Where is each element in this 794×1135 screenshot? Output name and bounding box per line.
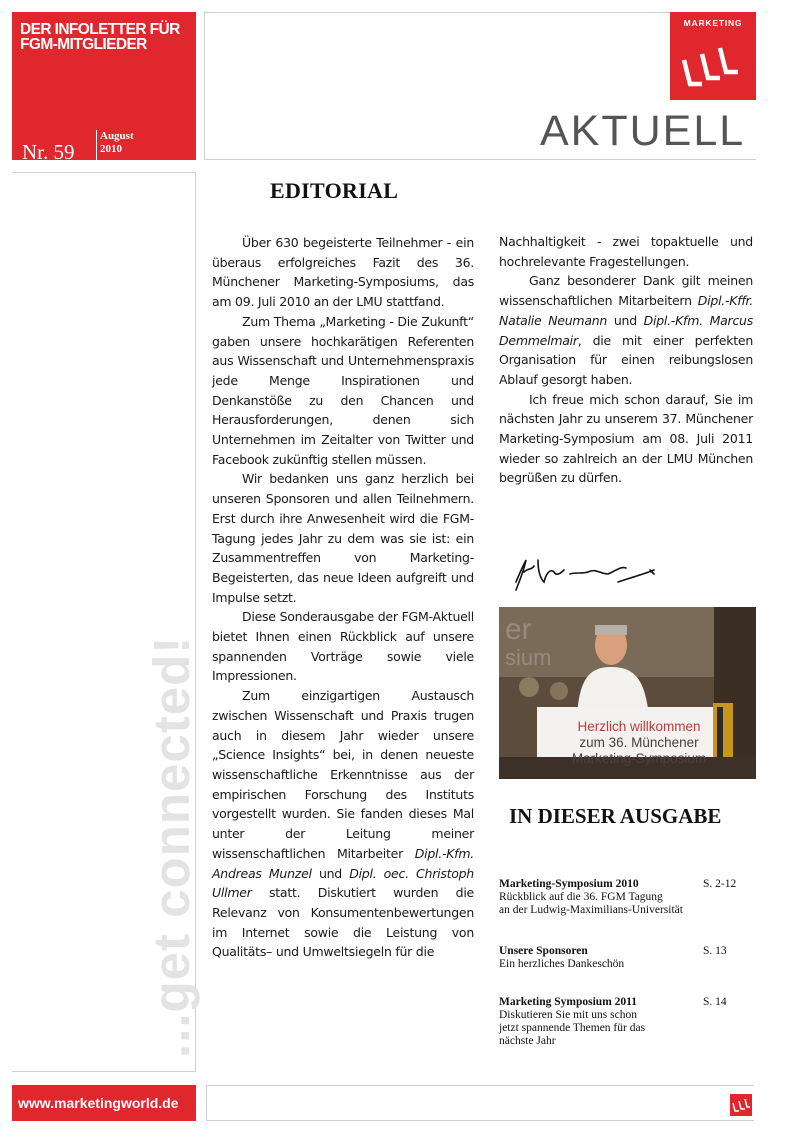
paragraph-text: Zum einzigartigen Austausch zwischen Wissenschaft und Praxis trugen auch in diesem Jahr wieder unsere „Science Insights“ bei, in denen neueste wissenschaftliche Erkenntnisse aus der empirischen Forschung des Instituts vorgestellt wurden. Sie fanden dieses Mal unter der Leitung meiner wissenschaftlichen Mitarbeiter xyxy=(212,688,474,861)
footer-logo-icon xyxy=(730,1094,752,1116)
sidebar-slogan: ...get connected! xyxy=(143,635,200,1058)
editorial-column-left xyxy=(212,233,474,962)
contents-item[interactable] xyxy=(499,945,757,971)
tagline-line-2: FGM-MITGLIEDER xyxy=(20,36,147,53)
staff-name: Dipl.-Kffr. Natalie Neumann xyxy=(499,293,753,328)
banner-line: Marketing-Symposium xyxy=(571,751,707,766)
editorial-paragraph: Diese Sonderausgabe der FGM-Aktuell bietet Ihnen einen Rückblick auf unsere spannenden Vorträge sowie viele Impressionen. xyxy=(212,609,474,684)
issue-year: 2010 xyxy=(100,143,122,155)
contents-item-page: S. 14 xyxy=(703,996,727,1008)
contents-item-page: S. 13 xyxy=(703,945,727,957)
mini-logo-icon xyxy=(730,1094,752,1116)
issue-date xyxy=(100,130,134,156)
welcome-banner xyxy=(551,719,727,767)
logo-icon xyxy=(680,40,746,92)
contents-item-page: S. 2-12 xyxy=(703,878,737,890)
editorial-paragraph: Nachhaltigkeit - zwei topaktuelle und hochrelevante Fragestellungen. xyxy=(499,234,753,269)
editorial-paragraph xyxy=(212,686,474,962)
author-name: Dipl. oec. Christoph Ullmer xyxy=(212,865,474,901)
issue-month: August xyxy=(100,130,134,142)
contents-item-desc: an der Ludwig-Maximilians-Universität xyxy=(499,904,683,916)
paragraph-text: statt. Diskutiert wurden die Relevanz von Konsumentenbewertungen im Internet sowie die Leistung von Qualitäts– und Umweltsiegeln für die xyxy=(212,885,474,960)
contents-item[interactable] xyxy=(499,878,757,917)
author-name: Dipl.-Kfm. Andreas Munzel xyxy=(212,845,474,881)
contents-item-desc: Rückblick auf die 36. FGM Tagung xyxy=(499,891,663,903)
page-title: AKTUELL xyxy=(540,107,746,155)
issue-number: Nr. 59 xyxy=(22,140,75,164)
website-link[interactable]: www.marketingworld.de xyxy=(12,1085,196,1121)
footer-frame xyxy=(206,1085,754,1121)
signature-icon xyxy=(510,552,670,594)
event-photo xyxy=(499,607,756,779)
editorial-paragraph xyxy=(499,271,753,389)
editorial-column-right xyxy=(499,232,753,488)
contents-item-desc: Diskutieren Sie mit uns schon xyxy=(499,1009,637,1021)
editorial-paragraph: Ich freue mich schon darauf, Sie im nächsten Jahr zu unserem 37. Münchener Marketing-Symposium am 08. Juli 2011 wieder so zahlreich an der LMU München begrüßen zu dürfen. xyxy=(499,391,753,486)
banner-line: zum 36. Münchener xyxy=(579,735,699,750)
banner-line: Herzlich willkommen xyxy=(577,719,701,734)
contents-item-desc: jetzt spannende Themen für das xyxy=(499,1022,646,1034)
contents-item[interactable] xyxy=(499,996,757,1048)
contents-item-title: Marketing Symposium 2011 xyxy=(499,996,638,1008)
editorial-paragraph: Über 630 begeisterte Teilnehmer - ein überaus erfolgreiches Fazit des 36. Münchener Marketing-Symposiums, das am 09. Juli 2010 an der LMU stattfand. xyxy=(212,235,474,310)
paragraph-text: und xyxy=(607,312,644,328)
contents-item-desc: nächste Jahr xyxy=(499,1035,556,1047)
contents-item-title: Unsere Sponsoren xyxy=(499,945,588,957)
contents-heading: IN DIESER AUSGABE xyxy=(509,804,722,828)
issue-divider xyxy=(96,130,97,166)
paragraph-text: und xyxy=(311,865,350,881)
wall-text: sium xyxy=(505,645,552,670)
infoletter-tagline xyxy=(20,22,196,52)
editorial-paragraph: Zum Thema „Marketing - Die Zukunft“ gaben unsere hochkarätigen Referenten aus Wissenschaft und Unternehmenspraxis jede Menge Inspirationen und Denkanstöße zu den Chancen und Herausforderungen, denen sich Unternehmen im Zeitalter von Twitter und Facebook zukünftig stellen müssen. xyxy=(212,313,474,467)
tagline-line-1: DER INFOLETTER FÜR xyxy=(20,21,180,38)
wall-text: er xyxy=(505,613,532,646)
brand-label: MARKETING xyxy=(683,18,743,28)
infoletter-block xyxy=(12,12,196,164)
paragraph-text: Ganz besonderer Dank gilt meinen wissenschaftlichen Mitarbeitern xyxy=(499,273,753,309)
contents-item-title: Marketing-Symposium 2010 xyxy=(499,878,639,890)
marketing-logo xyxy=(670,12,756,100)
paragraph-text: , die mit einer perfekten Organisation für einen reibungslosen Ablauf gesorgt haben. xyxy=(499,332,753,387)
staff-name: Dipl.-Kfm. Marcus Demmelmair xyxy=(499,312,753,348)
editorial-paragraph: Wir bedanken uns ganz herzlich bei unseren Sponsoren und allen Teilnehmern. Erst durch ihre Anwesenheit wird die FGM-Tagung jedes Jahr zu dem was sie ist: ein Zusammentreffen von Marketing-Begeisterten, das neue Ideen aufgreift und Impulse setzt. xyxy=(212,471,474,605)
contents-item-desc: Ein herzliches Dankeschön xyxy=(499,958,625,970)
editorial-heading: EDITORIAL xyxy=(270,178,399,203)
